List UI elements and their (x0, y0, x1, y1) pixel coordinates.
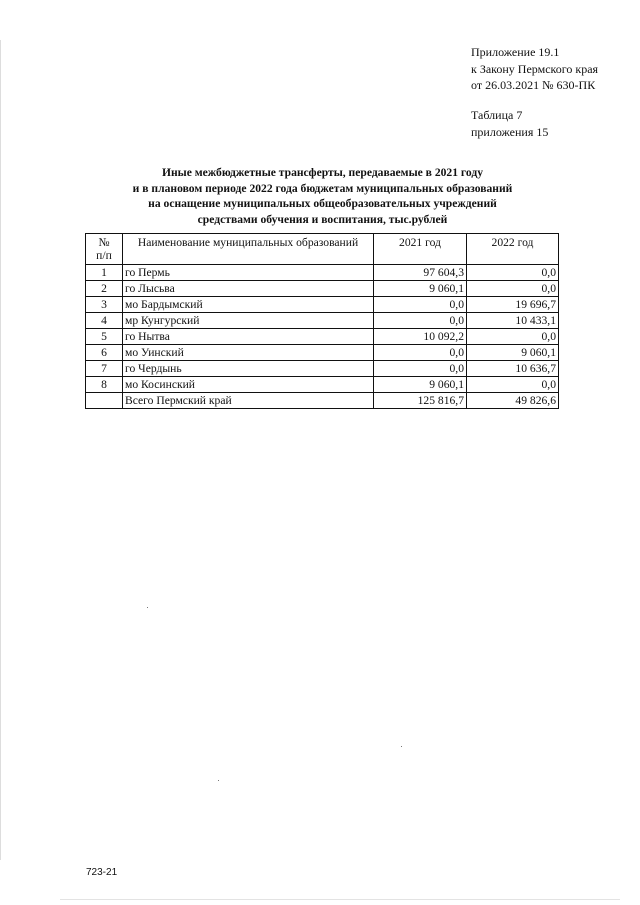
total-2022: 49 826,6 (467, 393, 559, 409)
title-line: и в плановом периоде 2022 года бюджетам муниципальных образований (132, 181, 513, 195)
value-2021: 0,0 (374, 345, 467, 361)
table-row (86, 265, 559, 281)
total-2021: 125 816,7 (374, 393, 467, 409)
appendix-header (471, 44, 598, 94)
appendix-line: Приложение 19.1 (471, 45, 560, 59)
row-number: 5 (86, 329, 123, 345)
value-2022: 0,0 (467, 377, 559, 393)
table-row (86, 377, 559, 393)
document-title (80, 165, 565, 228)
row-number: 3 (86, 297, 123, 313)
value-2021: 9 060,1 (374, 281, 467, 297)
scan-speck (147, 607, 148, 608)
municipality-name: мо Бардымский (123, 297, 374, 313)
table-row (86, 345, 559, 361)
table-row (86, 361, 559, 377)
total-label: Всего Пермский край (123, 393, 374, 409)
row-number: 2 (86, 281, 123, 297)
row-number: 4 (86, 313, 123, 329)
value-2022: 0,0 (467, 265, 559, 281)
title-line: на оснащение муниципальных общеобразовательных учреждений (148, 197, 497, 211)
value-2021: 0,0 (374, 313, 467, 329)
title-line: Иные межбюджетные трансферты, передаваемые в 2021 году (161, 166, 484, 179)
header-name: Наименование муниципальных образований (123, 234, 374, 265)
municipality-name: мр Кунгурский (123, 313, 374, 329)
transfers-table (85, 233, 559, 409)
header-number (86, 234, 123, 265)
row-number: 6 (86, 345, 123, 361)
municipality-name: го Пермь (123, 265, 374, 281)
value-2022: 10 433,1 (467, 313, 559, 329)
value-2021: 0,0 (374, 297, 467, 313)
scan-speck (218, 780, 219, 781)
title-line: средствами обучения и воспитания, тыс.рублей (197, 213, 448, 227)
table-ref-line: приложения 15 (471, 124, 549, 139)
table-reference (471, 107, 548, 140)
value-2021: 97 604,3 (374, 265, 467, 281)
value-2021: 0,0 (374, 361, 467, 377)
municipality-name: мо Уинский (123, 345, 374, 361)
table-row (86, 281, 559, 297)
municipality-name: го Нытва (123, 329, 374, 345)
scan-edge (0, 40, 1, 860)
total-number (86, 393, 123, 409)
header-2022: 2022 год (467, 234, 559, 265)
value-2022: 10 636,7 (467, 361, 559, 377)
document-code: 723-21 (86, 867, 118, 878)
header-number-abbrev: п/п (96, 249, 112, 262)
header-number-symbol: № (98, 236, 110, 249)
scan-bottom-edge (60, 899, 620, 900)
table-ref-line: Таблица 7 (471, 108, 523, 122)
header-2021: 2021 год (374, 234, 467, 265)
value-2022: 19 696,7 (467, 297, 559, 313)
scan-speck (401, 746, 402, 747)
municipality-name: го Чердынь (123, 361, 374, 377)
municipality-name: мо Косинский (123, 377, 374, 393)
row-number: 8 (86, 377, 123, 393)
table-total-row (86, 393, 559, 409)
municipality-name: го Лысьва (123, 281, 374, 297)
row-number: 7 (86, 361, 123, 377)
appendix-line: к Закону Пермского края (471, 61, 599, 76)
appendix-line: от 26.03.2021 № 630-ПК (471, 78, 596, 92)
table-header-row (86, 234, 559, 265)
row-number: 1 (86, 265, 123, 281)
value-2022: 0,0 (467, 329, 559, 345)
value-2022: 0,0 (467, 281, 559, 297)
table-row (86, 297, 559, 313)
value-2021: 9 060,1 (374, 377, 467, 393)
table-row (86, 329, 559, 345)
table-row (86, 313, 559, 329)
value-2021: 10 092,2 (374, 329, 467, 345)
value-2022: 9 060,1 (467, 345, 559, 361)
